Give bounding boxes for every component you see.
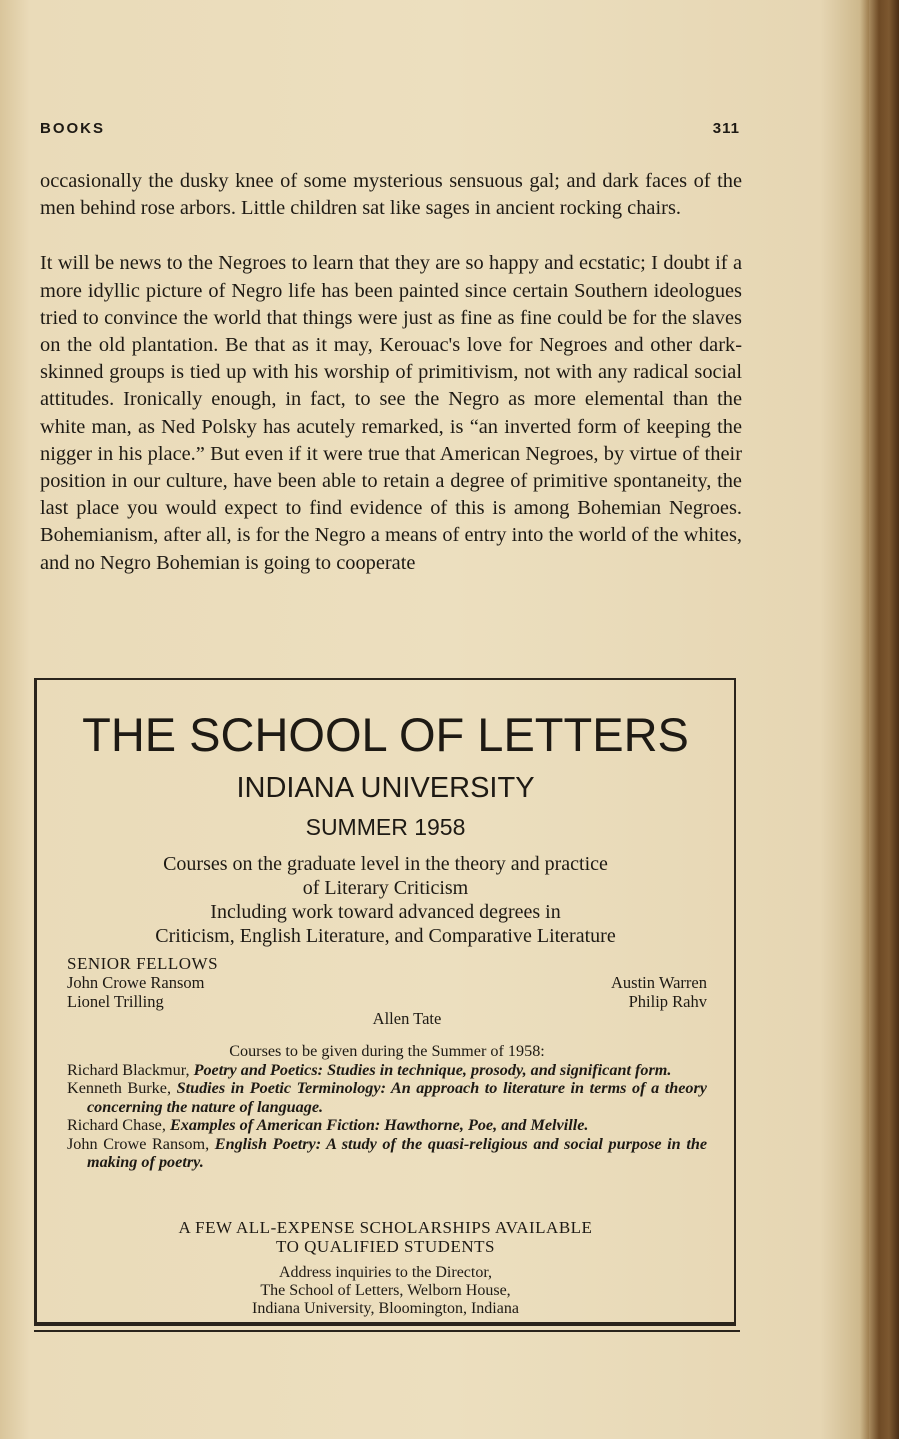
paragraph: occasionally the dusky knee of some mysterious sensuous gal; and dark faces of the men behind rose arbors. Little children sat like sages in ancient rocking chairs. — [40, 170, 742, 220]
fellows-heading: SENIOR FELLOWS — [67, 954, 219, 973]
address-line: Indiana University, Bloomington, Indiana — [252, 1300, 519, 1317]
course-instructor: Kenneth Burke, — [67, 1079, 171, 1097]
course-title: Studies in Poetic Terminology: An approach to literature in terms of a theory concerning the nature of language. — [87, 1079, 707, 1116]
senior-fellows — [67, 954, 707, 1028]
fellow-name: Philip Rahv — [628, 992, 707, 1011]
ad-description-line: Including work toward advanced degrees in — [210, 901, 561, 923]
article-body — [40, 168, 742, 577]
scholarship-notice — [37, 1218, 734, 1256]
ad-description-line: Courses on the graduate level in the theory and practice — [163, 853, 608, 875]
ad-institution: INDIANA UNIVERSITY — [236, 772, 535, 804]
course-instructor: Richard Chase, — [67, 1116, 166, 1134]
bottom-rule-divider — [34, 1330, 740, 1332]
scholarship-line: A FEW ALL-EXPENSE SCHOLARSHIPS AVAILABLE — [178, 1218, 593, 1237]
paragraph: It will be news to the Negroes to learn that they are so happy and ecstatic; I doubt if a more idyllic picture of Negro life has been painted since certain Southern ideologues tried to convince the world that things were just as fine as fine could be for the slaves on the old plantation. Be that as it may, Kerouac's love for Negroes and other dark-skinned groups is tied up with his worship of primitivism, not with any radical social attitudes. Ironically enough, in fact, to see the Negro as more elemental than the white man, as Ned Polsky has acutely remarked, is “an inverted form of keeping the nigger in his place.” But even if it were true that American Negroes, by virtue of their position in our culture, have been able to retain a degree of primitive spontaneity, the last place you would expect to find evidence of this is among Bohemian Negroes. Bohemianism, after all, is for the Negro a means of entry into the world of the whites, and no Negro Bohemian is going to cooperate — [40, 252, 742, 574]
fellow-name: John Crowe Ransom — [67, 973, 205, 992]
course-title: English Poetry: A study of the quasi-religious and social purpose in the making of poetry. — [87, 1134, 708, 1171]
contact-address — [37, 1264, 734, 1318]
page-number: 311 — [712, 120, 740, 137]
book-spine-edge — [869, 0, 899, 1439]
course-title: Poetry and Poetics: Studies in technique, prosody, and significant form. — [193, 1060, 672, 1079]
course-instructor: Richard Blackmur, — [67, 1060, 190, 1079]
course-entry — [67, 1116, 707, 1135]
course-list — [67, 1042, 707, 1172]
section-title: BOOKS — [40, 120, 106, 137]
ad-description — [37, 852, 734, 948]
fellow-name: Austin Warren — [611, 973, 707, 992]
course-entry — [67, 1135, 707, 1172]
fellows-row — [67, 973, 707, 992]
ad-session: SUMMER 1958 — [305, 814, 466, 840]
course-instructor: John Crowe Ransom, — [67, 1134, 210, 1153]
scholarship-line: TO QUALIFIED STUDENTS — [276, 1237, 495, 1256]
course-entry — [67, 1061, 707, 1080]
ad-title: THE SCHOOL OF LETTERS — [82, 708, 689, 761]
courses-heading: Courses to be given during the Summer of 1958: — [229, 1042, 545, 1060]
address-line: The School of Letters, Welborn House, — [260, 1282, 511, 1299]
address-line: Address inquiries to the Director, — [278, 1264, 493, 1281]
fellows-row — [67, 992, 707, 1011]
school-of-letters-advertisement — [34, 678, 736, 1326]
course-title: Examples of American Fiction: Hawthorne, Poe, and Melville. — [169, 1116, 589, 1134]
course-entry — [67, 1079, 707, 1116]
ad-description-line: Criticism, English Literature, and Comparative Literature — [155, 925, 616, 947]
running-header — [40, 120, 740, 142]
fellow-name: Lionel Trilling — [67, 992, 164, 1011]
ad-description-line: of Literary Criticism — [302, 877, 469, 899]
fellow-name: Allen Tate — [372, 1009, 442, 1028]
